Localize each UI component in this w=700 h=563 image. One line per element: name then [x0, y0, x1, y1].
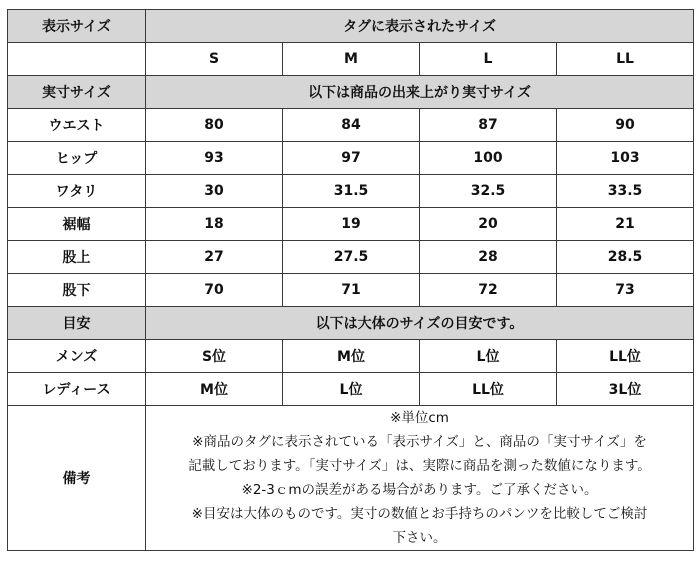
size-name-ll: LL [557, 43, 694, 76]
guide-name: メンズ [8, 340, 146, 373]
measurement-value: 27 [146, 241, 283, 274]
header-title: タグに表示されたサイズ [146, 10, 694, 43]
size-name-s: S [146, 43, 283, 76]
measurement-value: 72 [420, 274, 557, 307]
notes-body [146, 406, 694, 551]
measurement-value: 31.5 [283, 175, 420, 208]
notes-row [8, 406, 694, 551]
guide-value: LL位 [420, 373, 557, 406]
measurement-value: 30 [146, 175, 283, 208]
measurement-value: 100 [420, 142, 557, 175]
measurement-value: 73 [557, 274, 694, 307]
size-name-l: L [420, 43, 557, 76]
measurement-value: 103 [557, 142, 694, 175]
guide-section-title: 以下は大体のサイズの目安です。 [146, 307, 694, 340]
guide-section-label: 目安 [8, 307, 146, 340]
guide-row [8, 340, 694, 373]
guide-value: M位 [146, 373, 283, 406]
actual-section-row [8, 76, 694, 109]
measurement-value: 27.5 [283, 241, 420, 274]
guide-name: レディース [8, 373, 146, 406]
notes-line: ※単位cm [390, 410, 449, 426]
measurement-name: 裾幅 [8, 208, 146, 241]
notes-line: ※目安は大体のものです。実寸の数値とお手持ちのパンツを比較してご検討 [191, 506, 648, 522]
measurement-row [8, 241, 694, 274]
measurement-value: 97 [283, 142, 420, 175]
measurement-name: ワタリ [8, 175, 146, 208]
notes-label: 備考 [8, 406, 146, 551]
guide-section-row [8, 307, 694, 340]
notes-line: 下さい。 [392, 530, 447, 546]
guide-value: M位 [283, 340, 420, 373]
measurement-name: 股上 [8, 241, 146, 274]
actual-section-label: 実寸サイズ [8, 76, 146, 109]
guide-value: L位 [283, 373, 420, 406]
measurement-row [8, 208, 694, 241]
guide-value: 3L位 [557, 373, 694, 406]
size-names-blank [8, 43, 146, 76]
actual-section-title: 以下は商品の出来上がり実寸サイズ [146, 76, 694, 109]
guide-value: L位 [420, 340, 557, 373]
notes-line: ※2-3ｃmの誤差がある場合があります。ご了承ください。 [241, 482, 598, 498]
guide-row [8, 373, 694, 406]
notes-line: 記載しております。「実寸サイズ」は、実際に商品を測った数値になります。 [188, 458, 651, 474]
size-chart-table [7, 9, 694, 551]
header-label: 表示サイズ [8, 10, 146, 43]
guide-value: LL位 [557, 340, 694, 373]
measurement-value: 20 [420, 208, 557, 241]
header-row [8, 10, 694, 43]
measurement-value: 80 [146, 109, 283, 142]
measurement-row [8, 274, 694, 307]
size-names-row [8, 43, 694, 76]
measurement-value: 28 [420, 241, 557, 274]
measurement-name: 股下 [8, 274, 146, 307]
measurement-value: 33.5 [557, 175, 694, 208]
measurement-value: 90 [557, 109, 694, 142]
size-name-m: M [283, 43, 420, 76]
measurement-name: ウエスト [8, 109, 146, 142]
guide-value: S位 [146, 340, 283, 373]
measurement-value: 32.5 [420, 175, 557, 208]
measurement-value: 18 [146, 208, 283, 241]
measurement-value: 70 [146, 274, 283, 307]
notes-line: ※商品のタグに表示されている「表示サイズ」と、商品の「実寸サイズ」を [192, 434, 647, 450]
measurement-row [8, 175, 694, 208]
measurement-row [8, 109, 694, 142]
measurement-value: 84 [283, 109, 420, 142]
measurement-value: 71 [283, 274, 420, 307]
measurement-value: 19 [283, 208, 420, 241]
measurement-value: 21 [557, 208, 694, 241]
measurement-value: 93 [146, 142, 283, 175]
measurement-value: 28.5 [557, 241, 694, 274]
measurement-value: 87 [420, 109, 557, 142]
measurement-name: ヒップ [8, 142, 146, 175]
measurement-row [8, 142, 694, 175]
